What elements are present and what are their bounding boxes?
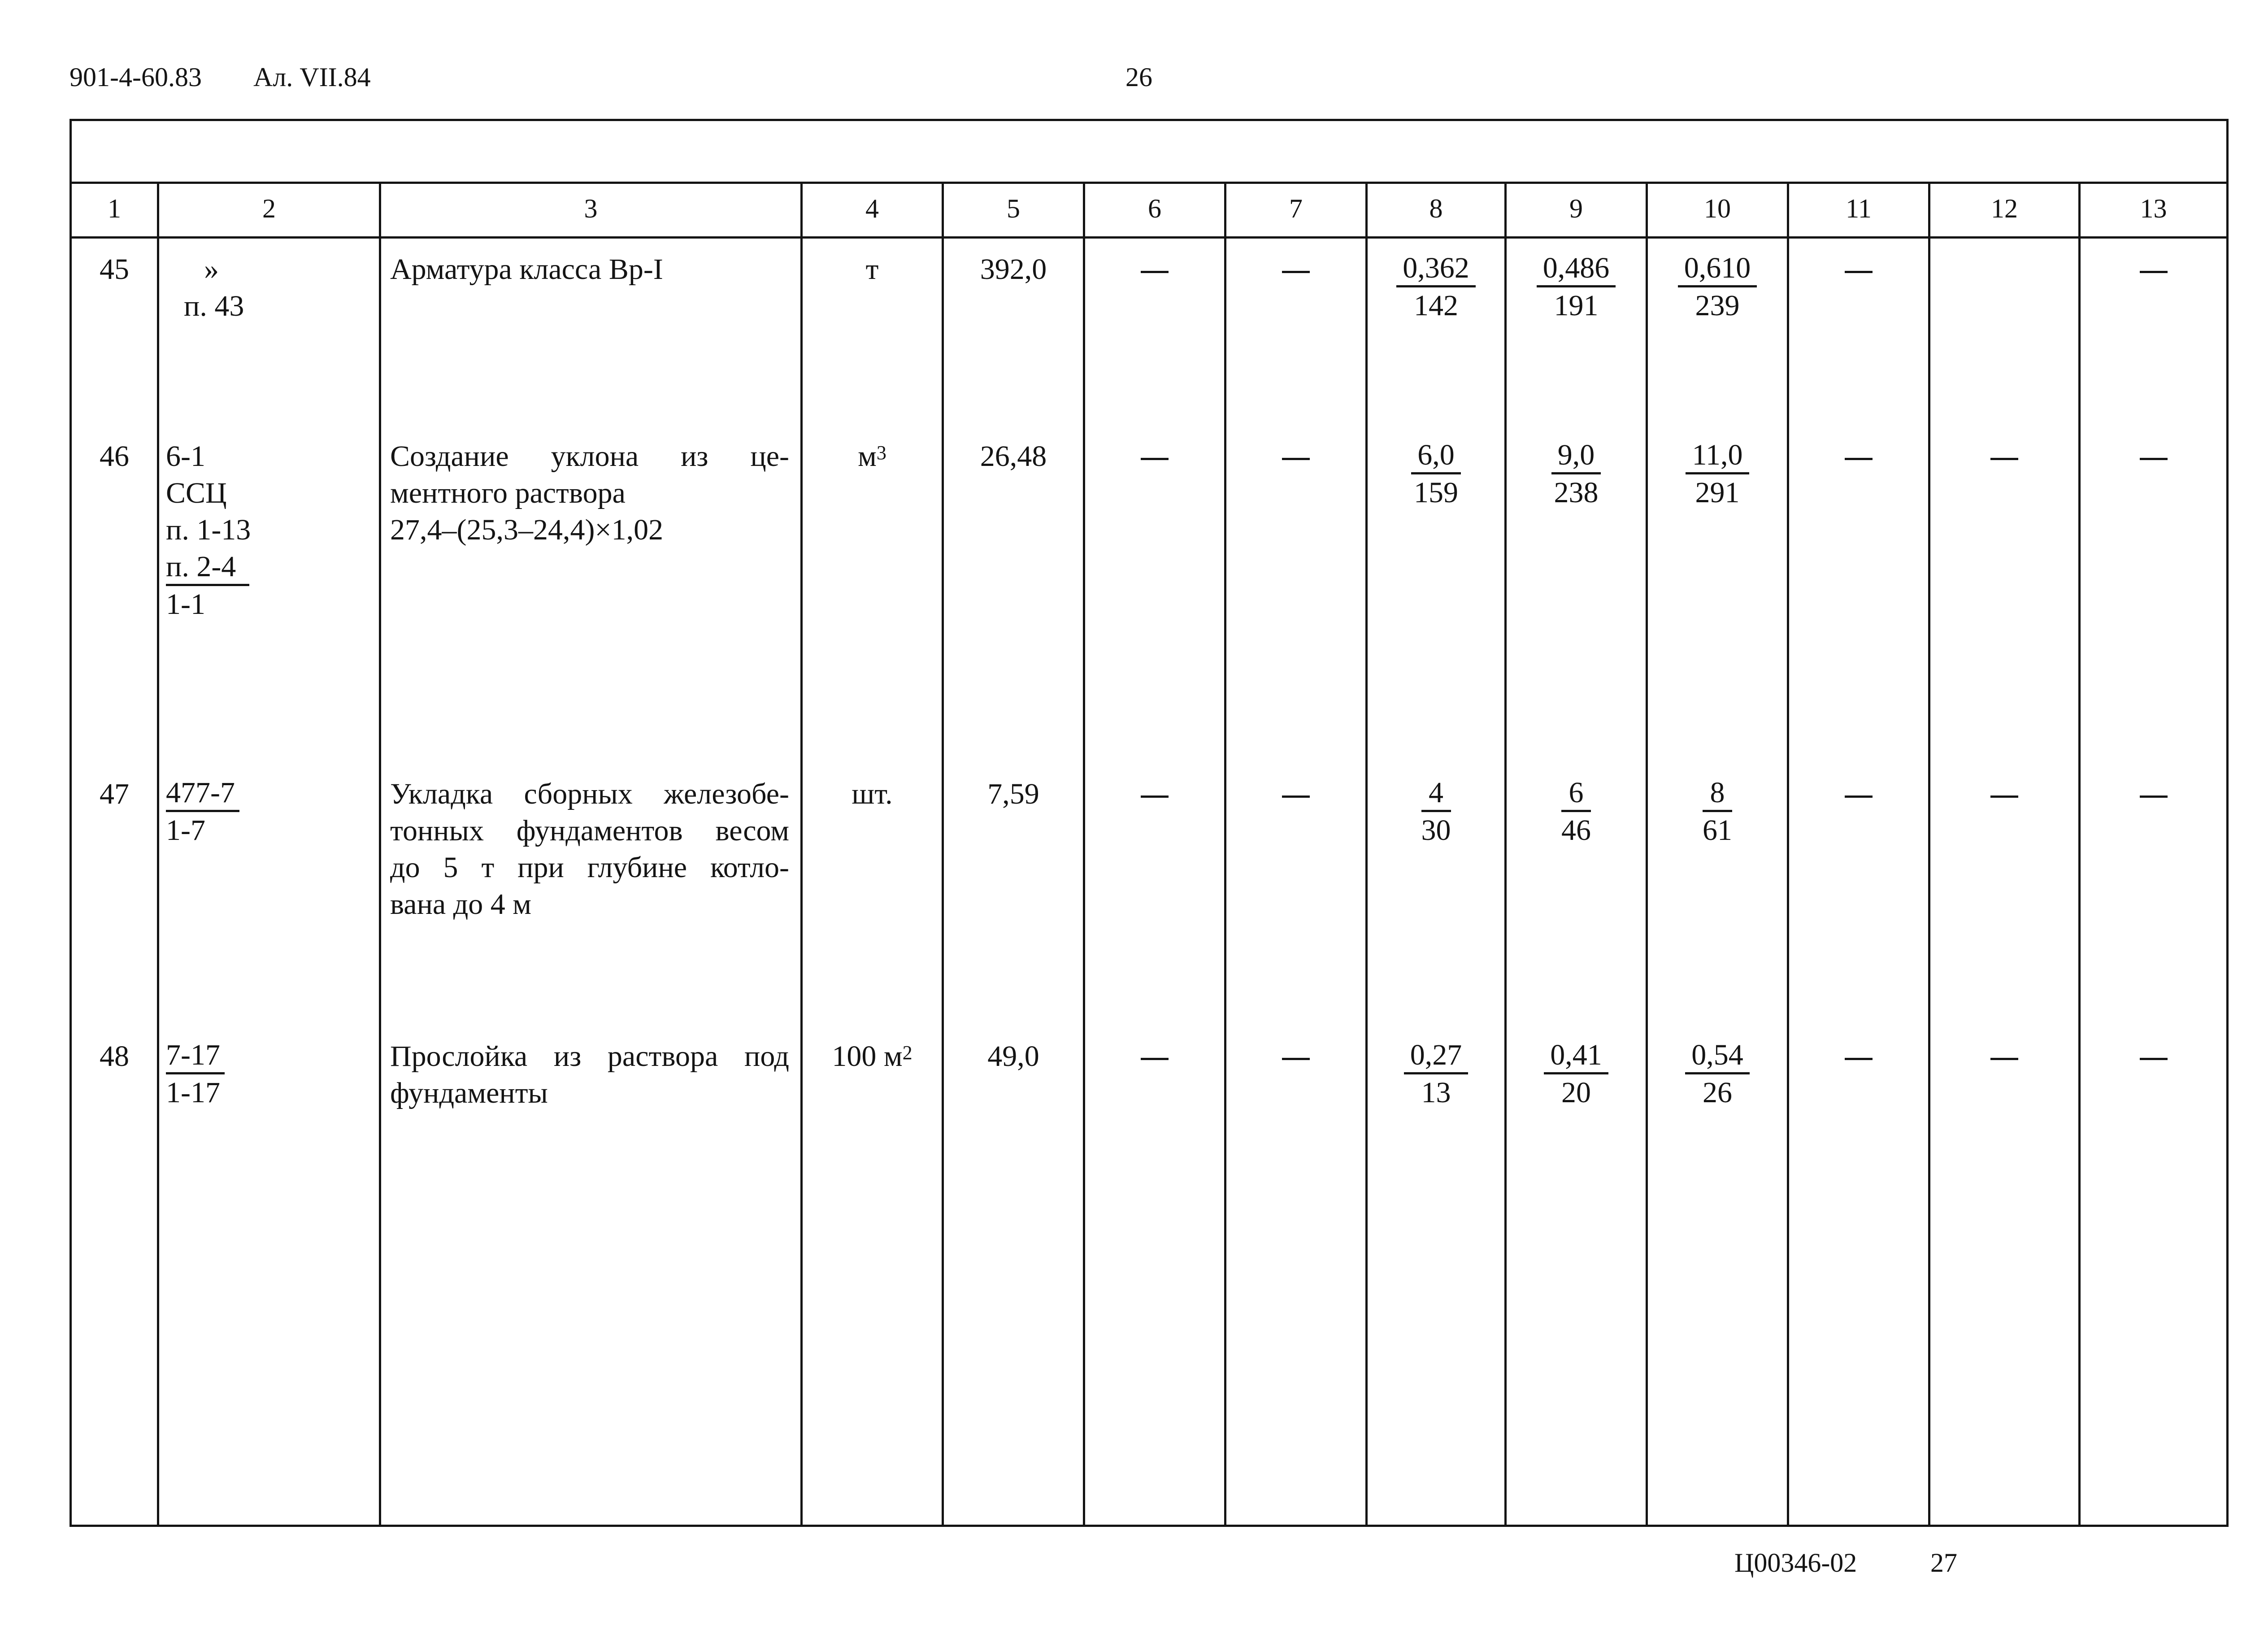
unit-of-measure: $м^3$ <box>858 440 886 473</box>
description-line: Прослойка из раствора под <box>390 1040 789 1073</box>
dash-mark <box>2140 271 2168 273</box>
column-number: 13 <box>2140 194 2167 223</box>
column-border <box>1928 182 1930 1527</box>
fraction-denominator: 238 <box>1554 476 1599 509</box>
fraction-numerator: 0,27 <box>1404 1038 1469 1074</box>
column-border <box>1083 182 1085 1527</box>
empty-dash <box>1224 251 1368 288</box>
album-number: Ал. VII.84 <box>253 62 371 92</box>
dash-mark <box>1141 271 1169 273</box>
dash-mark <box>1141 796 1169 798</box>
dash-mark <box>1845 271 1873 273</box>
empty-dash <box>2078 251 2229 288</box>
column-border <box>2078 182 2081 1527</box>
fraction-denominator: 30 <box>1421 814 1451 847</box>
footer-document-code: Ц00346-02 <box>1734 1548 1857 1578</box>
reference-line: п. 1-13 <box>166 513 251 546</box>
rate-fraction <box>1646 776 1789 849</box>
empty-dash <box>1083 776 1226 813</box>
fraction-denominator: 1-17 <box>166 1076 220 1109</box>
reference-line: 1-1 <box>166 588 205 621</box>
row-number: 48 <box>100 1040 129 1073</box>
empty-dash <box>2078 438 2229 475</box>
fraction-denominator: 239 <box>1695 289 1740 322</box>
empty-dash <box>2078 1038 2229 1075</box>
empty-dash <box>1787 776 1930 813</box>
fraction-denominator: 1-7 <box>166 814 205 847</box>
empty-dash <box>1928 776 2081 813</box>
rate-fraction <box>1365 1038 1507 1111</box>
empty-dash <box>1928 1038 2081 1075</box>
fraction-numerator: 11,0 <box>1686 438 1749 474</box>
dash-mark <box>2140 1058 2168 1060</box>
fraction-numerator: 7-17 <box>166 1038 225 1074</box>
dash-mark <box>1282 271 1310 273</box>
description-line: Укладка сборных железобе- <box>390 778 789 810</box>
fraction-numerator: 0,54 <box>1685 1038 1750 1074</box>
column-number: 6 <box>1148 194 1161 223</box>
column-number: 8 <box>1429 194 1443 223</box>
column-border <box>157 182 159 1527</box>
work-description <box>390 1038 789 1112</box>
reference-line: п. 43 <box>184 290 244 322</box>
column-border <box>942 182 944 1527</box>
empty-dash <box>1224 438 1368 475</box>
dash-mark <box>1282 458 1310 460</box>
table-bottom-border <box>70 1525 2229 1527</box>
dash-mark <box>2140 796 2168 798</box>
empty-dash <box>1224 1038 1368 1075</box>
column-border <box>1504 182 1507 1527</box>
unit-of-measure: шт. <box>852 778 893 810</box>
dash-mark <box>1845 458 1873 460</box>
work-description: Арматура класса Вр-I <box>390 253 663 286</box>
column-border <box>379 182 381 1527</box>
column-number: 5 <box>1007 194 1020 223</box>
fraction-denominator: 20 <box>1561 1076 1591 1109</box>
column-number: 9 <box>1569 194 1583 223</box>
reference-line: ССЦ <box>166 477 227 509</box>
dash-mark <box>1845 1058 1873 1060</box>
empty-dash <box>1083 251 1226 288</box>
dash-mark <box>1282 1058 1310 1060</box>
reference-line: » <box>204 253 219 286</box>
column-border <box>70 119 72 1527</box>
rate-fraction <box>1365 776 1507 849</box>
quantity: 7,59 <box>987 778 1039 810</box>
fraction-numerator: 6 <box>1561 776 1591 812</box>
fraction-numerator: 9,0 <box>1551 438 1601 474</box>
fraction-denominator: 46 <box>1561 814 1591 847</box>
normative-reference <box>184 251 372 325</box>
rate-fraction <box>1504 776 1648 849</box>
dash-mark <box>1282 796 1310 798</box>
description-line: Создание уклона из це- <box>390 440 789 473</box>
empty-dash <box>1787 251 1930 288</box>
estimate-table <box>70 119 2229 1527</box>
quantity: 392,0 <box>980 253 1047 286</box>
column-border <box>1787 182 1789 1527</box>
empty-dash <box>1787 1038 1930 1075</box>
fraction-numerator: 8 <box>1703 776 1732 812</box>
dash-mark <box>1141 1058 1169 1060</box>
unit-of-measure: 100 $м^2$ <box>832 1040 912 1073</box>
column-border <box>2226 119 2229 1527</box>
column-border <box>800 182 803 1527</box>
column-border <box>1646 182 1648 1527</box>
rate-fraction <box>1504 1038 1648 1111</box>
dash-mark <box>1990 1058 2018 1060</box>
dash-mark <box>1845 796 1873 798</box>
fraction-denominator: 142 <box>1414 289 1458 322</box>
fraction-numerator: 0,41 <box>1544 1038 1608 1074</box>
empty-dash <box>1787 438 1930 475</box>
column-number: 1 <box>108 194 121 223</box>
work-description <box>390 438 789 548</box>
header-row-bottom-border <box>70 236 2229 239</box>
unit-of-measure: т <box>865 253 879 286</box>
description-line: вана до 4 м <box>390 888 532 921</box>
dash-mark <box>1990 458 2018 460</box>
column-border <box>1365 182 1368 1527</box>
empty-dash <box>1224 776 1368 813</box>
fraction-numerator: 4 <box>1421 776 1451 812</box>
page-number: 26 <box>1125 62 1152 92</box>
column-number: 4 <box>865 194 879 223</box>
row-number: 45 <box>100 253 129 286</box>
rate-fraction <box>1504 251 1648 324</box>
column-number: 2 <box>262 194 276 223</box>
fraction-numerator: 0,362 <box>1396 251 1476 287</box>
fraction-numerator: 0,486 <box>1537 251 1616 287</box>
normative-reference <box>166 438 372 623</box>
column-number: 12 <box>1991 194 2018 223</box>
reference-line: 6-1 <box>166 440 205 473</box>
fraction-denominator: 291 <box>1695 476 1740 509</box>
table-top-border <box>70 119 2229 121</box>
normative-reference <box>166 776 372 849</box>
rate-fraction <box>1646 251 1789 324</box>
fraction-denominator: 13 <box>1421 1076 1451 1109</box>
fraction-denominator: 191 <box>1554 289 1599 322</box>
empty-dash <box>2078 776 2229 813</box>
row-number: 47 <box>100 778 129 810</box>
reference-line: п. 2-4 <box>166 550 249 586</box>
rate-fraction <box>1365 438 1507 511</box>
column-number: 10 <box>1704 194 1731 223</box>
empty-dash <box>1083 438 1226 475</box>
quantity: 26,48 <box>980 440 1047 473</box>
description-line: фундаменты <box>390 1077 548 1109</box>
document-code: 901-4-60.83 <box>70 62 202 92</box>
rate-fraction <box>1504 438 1648 511</box>
footer-page-number: 27 <box>1930 1548 1957 1578</box>
fraction-numerator: 477-7 <box>166 776 239 812</box>
fraction-numerator: 6,0 <box>1411 438 1461 474</box>
rate-fraction <box>1646 1038 1789 1111</box>
column-number: 3 <box>584 194 598 223</box>
rate-fraction <box>1646 438 1789 511</box>
empty-dash <box>1928 438 2081 475</box>
dash-mark <box>2140 458 2168 460</box>
description-line: тонных фундаментов весом <box>390 814 789 847</box>
row-number: 46 <box>100 440 129 473</box>
empty-dash <box>1083 1038 1226 1075</box>
column-number: 11 <box>1846 194 1872 223</box>
dash-mark <box>1990 796 2018 798</box>
fraction-denominator: 61 <box>1703 814 1732 847</box>
column-border <box>1224 182 1226 1527</box>
column-number: 7 <box>1289 194 1303 223</box>
dash-mark <box>1141 458 1169 460</box>
description-line: 27,4–(25,3–24,4)×1,02 <box>390 513 664 546</box>
quantity: 49,0 <box>987 1040 1039 1073</box>
normative-reference <box>166 1038 372 1111</box>
rate-fraction <box>1365 251 1507 324</box>
work-description <box>390 776 789 923</box>
header-row-top-border <box>70 182 2229 184</box>
description-line: до 5 т при глубине котло- <box>390 851 789 884</box>
fraction-denominator: 159 <box>1414 476 1458 509</box>
fraction-denominator: 26 <box>1703 1076 1732 1109</box>
fraction-numerator: 0,610 <box>1678 251 1757 287</box>
description-line: ментного раствора <box>390 477 626 509</box>
